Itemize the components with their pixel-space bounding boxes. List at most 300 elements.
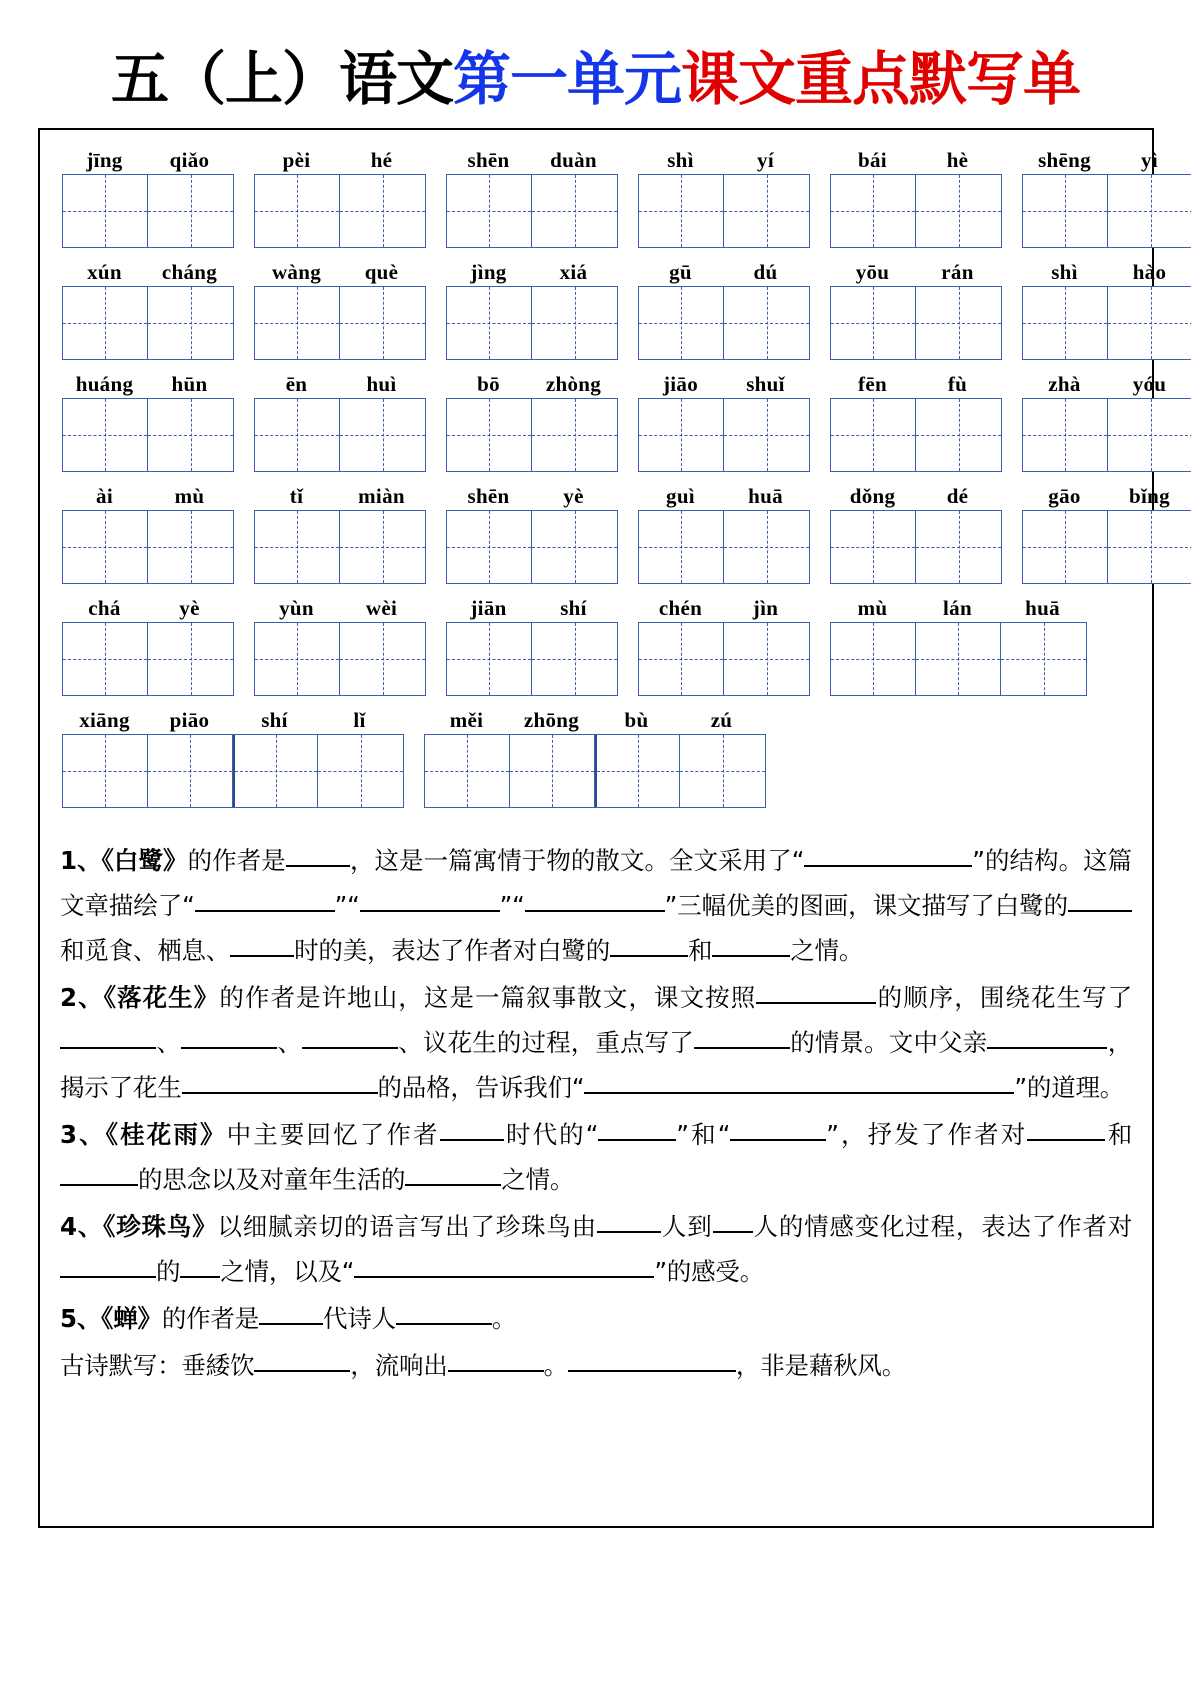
tianzige-cell[interactable] — [916, 175, 1001, 247]
poem-dictation-line — [60, 1343, 1132, 1388]
blank-4-5[interactable] — [354, 1250, 654, 1278]
pinyin-syllable: xiá — [559, 260, 588, 284]
blank-2-5[interactable] — [694, 1021, 790, 1049]
pinyin-syllable: xún — [87, 260, 122, 284]
tianzige-cell[interactable] — [532, 399, 617, 471]
pinyin-syllable: qiǎo — [169, 148, 210, 172]
blank-2-2[interactable] — [60, 1021, 156, 1049]
pinyin-line — [1022, 146, 1191, 174]
pinyin-word-group — [446, 258, 618, 360]
question-1-book: 《白鹭》 — [101, 846, 188, 875]
tianzige-cell[interactable] — [425, 735, 510, 807]
tianzige-cell[interactable] — [148, 623, 233, 695]
question-5-book: 《蝉》 — [101, 1304, 162, 1333]
blank-1-1[interactable] — [286, 839, 350, 867]
pinyin-syllable: mù — [174, 484, 205, 508]
pinyin-line — [446, 258, 618, 286]
pinyin-syllable: duàn — [550, 148, 597, 172]
blank-poem-3[interactable] — [568, 1344, 736, 1372]
tianzige-cell[interactable] — [148, 287, 233, 359]
blank-3-3[interactable] — [730, 1113, 826, 1141]
tianzige-cell[interactable] — [447, 399, 532, 471]
question-3-text-2: 时代的“ — [503, 1120, 599, 1149]
question-1-text-6: ”三幅优美的图画，课文描写了白鹭的 — [664, 891, 1068, 920]
tianzige-cell[interactable] — [447, 623, 532, 695]
title-part-topic: 课文重点默写单 — [681, 45, 1081, 113]
tianzige-cell[interactable] — [532, 175, 617, 247]
pinyin-syllable: yè — [563, 484, 584, 508]
question-2-text-4: 、 — [276, 1028, 302, 1057]
pinyin-line — [830, 146, 1002, 174]
tianzige-box-group — [1022, 510, 1191, 584]
pinyin-syllable: bǐng — [1129, 484, 1170, 508]
question-2-text-5: 、议花生的过程，重点写了 — [397, 1028, 694, 1057]
blank-3-6[interactable] — [405, 1158, 501, 1186]
tianzige-cell[interactable] — [510, 735, 595, 807]
tianzige-cell[interactable] — [447, 511, 532, 583]
blank-1-5[interactable] — [525, 884, 665, 912]
pinyin-word-group — [62, 146, 234, 248]
pinyin-syllable: zhòng — [545, 372, 602, 396]
tianzige-cell[interactable] — [63, 175, 148, 247]
tianzige-box-group — [254, 510, 426, 584]
tianzige-box-group — [638, 286, 810, 360]
pinyin-word-group — [1022, 482, 1191, 584]
pinyin-syllable: bù — [624, 708, 649, 732]
tianzige-box-group — [830, 174, 1002, 248]
pinyin-syllable: lǐ — [353, 708, 366, 732]
question-1-text-10: 之情。 — [790, 936, 864, 965]
pinyin-syllable: gāo — [1048, 484, 1081, 508]
tianzige-box-group — [62, 510, 234, 584]
blank-1-8[interactable] — [610, 929, 688, 957]
tianzige-cell[interactable] — [63, 511, 148, 583]
question-4-text-2: 人到 — [660, 1212, 713, 1241]
tianzige-box-group — [446, 622, 618, 696]
question-2-text-7: ，揭示了花生 — [60, 1028, 1132, 1102]
tianzige-cell[interactable] — [831, 623, 916, 695]
tianzige-cell[interactable] — [63, 399, 148, 471]
pinyin-syllable: miàn — [358, 484, 405, 508]
pinyin-syllable: zú — [710, 708, 733, 732]
tianzige-box-group — [446, 174, 618, 248]
pinyin-line — [62, 706, 404, 734]
tianzige-cell[interactable] — [1108, 287, 1191, 359]
pinyin-syllable: jīng — [86, 148, 123, 172]
tianzige-cell[interactable] — [916, 399, 1001, 471]
pinyin-line — [254, 258, 426, 286]
tianzige-cell[interactable] — [724, 623, 809, 695]
pinyin-syllable: hūn — [171, 372, 208, 396]
pinyin-syllable: xiāng — [79, 708, 130, 732]
pinyin-syllable: ài — [96, 484, 113, 508]
pinyin-syllable: yóu — [1132, 372, 1167, 396]
tianzige-cell[interactable] — [447, 287, 532, 359]
pinyin-syllable: dé — [946, 484, 969, 508]
tianzige-cell[interactable] — [1108, 175, 1191, 247]
pinyin-line — [446, 594, 618, 622]
tianzige-cell[interactable] — [340, 399, 425, 471]
tianzige-box-group — [830, 510, 1002, 584]
blank-5-1[interactable] — [259, 1297, 323, 1325]
pinyin-line — [638, 594, 810, 622]
pinyin-syllable: shì — [667, 148, 694, 172]
pinyin-word-group — [62, 706, 404, 808]
tianzige-cell[interactable] — [318, 735, 403, 807]
pinyin-line — [254, 482, 426, 510]
question-1-number: 1、 — [60, 846, 102, 875]
pinyin-syllable: dú — [753, 260, 778, 284]
tianzige-cell[interactable] — [1108, 511, 1191, 583]
question-3-text-5: 和 — [1105, 1120, 1133, 1149]
tianzige-box-group — [62, 734, 404, 808]
tianzige-cell[interactable] — [724, 511, 809, 583]
tianzige-cell[interactable] — [255, 623, 340, 695]
pinyin-syllable: shēng — [1038, 148, 1091, 172]
tianzige-cell[interactable] — [255, 399, 340, 471]
tianzige-box-group — [1022, 398, 1191, 472]
blank-4-2[interactable] — [713, 1205, 753, 1233]
pinyin-syllable: yè — [179, 596, 200, 620]
pinyin-syllable: shēn — [467, 484, 510, 508]
pinyin-word-group — [1022, 258, 1191, 360]
pinyin-word-group — [254, 594, 426, 696]
tianzige-box-group — [638, 174, 810, 248]
blank-3-4[interactable] — [1027, 1113, 1105, 1141]
pinyin-syllable: fēn — [858, 372, 887, 396]
tianzige-box-group — [638, 510, 810, 584]
blank-2-1[interactable] — [756, 976, 876, 1004]
pinyin-word-group — [638, 594, 810, 696]
pinyin-line — [830, 370, 1002, 398]
pinyin-grid-row — [62, 260, 1167, 360]
pinyin-line — [638, 258, 810, 286]
pinyin-grid-row — [62, 708, 1130, 808]
tianzige-cell[interactable] — [340, 175, 425, 247]
question-4-text-6: ”的感受。 — [654, 1257, 765, 1286]
pinyin-word-group — [62, 482, 234, 584]
blank-1-3[interactable] — [195, 884, 335, 912]
tianzige-cell[interactable] — [148, 175, 233, 247]
pinyin-syllable: ēn — [285, 372, 308, 396]
pinyin-syllable: měi — [449, 708, 484, 732]
pinyin-syllable: shēn — [467, 148, 510, 172]
tianzige-cell[interactable] — [639, 511, 724, 583]
question-1-text-7: 和觅食、栖息、 — [60, 936, 231, 965]
pinyin-syllable: bái — [858, 148, 887, 172]
question-2-book: 《落花生》 — [103, 983, 220, 1012]
tianzige-cell[interactable] — [255, 175, 340, 247]
blank-1-6[interactable] — [1068, 884, 1132, 912]
tianzige-cell[interactable] — [831, 511, 916, 583]
tianzige-cell[interactable] — [1001, 623, 1086, 695]
pinyin-syllable: piāo — [169, 708, 210, 732]
question-2-text-9: ”的道理。 — [1014, 1073, 1125, 1102]
pinyin-word-group — [638, 370, 810, 472]
question-1 — [60, 838, 1132, 973]
poem-text-1: ，流响出 — [350, 1351, 448, 1380]
pinyin-syllable: huā — [1025, 596, 1060, 620]
pinyin-syllable: yí — [757, 148, 774, 172]
pinyin-line — [830, 594, 1087, 622]
blank-3-1[interactable] — [440, 1113, 504, 1141]
tianzige-cell[interactable] — [916, 511, 1001, 583]
blank-2-4[interactable] — [302, 1021, 398, 1049]
tianzige-cell[interactable] — [255, 287, 340, 359]
blank-4-1[interactable] — [597, 1205, 661, 1233]
pinyin-syllable: huā — [748, 484, 783, 508]
pinyin-syllable: shí — [261, 708, 288, 732]
pinyin-word-group — [638, 482, 810, 584]
title-part-unit: 第一单元 — [452, 45, 681, 113]
blank-1-2[interactable] — [804, 839, 972, 867]
pinyin-syllable: jiāo — [662, 372, 699, 396]
pinyin-line — [638, 482, 810, 510]
tianzige-cell[interactable] — [63, 287, 148, 359]
pinyin-word-group — [446, 482, 618, 584]
question-4-text-4: 的 — [156, 1257, 181, 1286]
pinyin-syllable: pèi — [282, 148, 311, 172]
pinyin-syllable: shuǐ — [746, 372, 785, 396]
tianzige-cell[interactable] — [233, 735, 318, 807]
pinyin-line — [446, 146, 618, 174]
tianzige-box-group — [62, 286, 234, 360]
pinyin-syllable: yōu — [855, 260, 890, 284]
pinyin-line — [62, 482, 234, 510]
tianzige-cell[interactable] — [532, 511, 617, 583]
tianzige-box-group — [446, 286, 618, 360]
pinyin-syllable: wàng — [271, 260, 322, 284]
pinyin-word-group — [446, 146, 618, 248]
poem-text-3: ，非是藉秋风。 — [735, 1351, 907, 1380]
pinyin-syllable: huì — [366, 372, 397, 396]
title-part-subject: 五（上）语文 — [110, 45, 453, 113]
question-4-book: 《珍珠鸟》 — [103, 1212, 218, 1241]
tianzige-cell[interactable] — [724, 175, 809, 247]
pinyin-syllable: huáng — [75, 372, 134, 396]
blank-4-3[interactable] — [60, 1250, 156, 1278]
worksheet-frame — [38, 128, 1170, 1528]
pinyin-syllable: hé — [370, 148, 393, 172]
pinyin-syllable: chá — [88, 596, 121, 620]
pinyin-line — [1022, 258, 1191, 286]
poem-text-2: 。 — [543, 1351, 568, 1380]
pinyin-syllable: shì — [1051, 260, 1078, 284]
tianzige-cell[interactable] — [639, 399, 724, 471]
tianzige-cell[interactable] — [1023, 175, 1108, 247]
pinyin-word-group — [638, 258, 810, 360]
question-1-text-2: ，这是一篇寓情于物的散文。全文采用了“ — [349, 846, 805, 875]
pinyin-syllable: rán — [941, 260, 974, 284]
pinyin-line — [62, 258, 234, 286]
tianzige-cell[interactable] — [831, 287, 916, 359]
pinyin-syllable: chén — [658, 596, 703, 620]
question-4 — [60, 1204, 1132, 1294]
tianzige-cell[interactable] — [1023, 399, 1108, 471]
pinyin-word-group — [830, 370, 1002, 472]
page-title — [0, 0, 1191, 118]
tianzige-cell[interactable] — [724, 399, 809, 471]
pinyin-syllable: gū — [669, 260, 692, 284]
tianzige-cell[interactable] — [63, 623, 148, 695]
tianzige-cell[interactable] — [1023, 511, 1108, 583]
tianzige-cell[interactable] — [1023, 287, 1108, 359]
question-5-text-3: 。 — [491, 1304, 517, 1333]
pinyin-syllable: bō — [477, 372, 500, 396]
tianzige-box-group — [254, 622, 426, 696]
tianzige-box-group — [830, 286, 1002, 360]
pinyin-syllable: cháng — [161, 260, 218, 284]
question-2-text-6: 的情景。文中父亲 — [789, 1028, 988, 1057]
tianzige-cell[interactable] — [916, 287, 1001, 359]
pinyin-syllable: tǐ — [289, 484, 304, 508]
question-1-text-5: ”“ — [499, 891, 525, 920]
blank-1-4[interactable] — [360, 884, 500, 912]
tianzige-cell[interactable] — [532, 287, 617, 359]
tianzige-cell[interactable] — [831, 175, 916, 247]
question-3-book: 《桂花雨》 — [105, 1120, 227, 1149]
pinyin-line — [62, 594, 234, 622]
tianzige-box-group — [62, 622, 234, 696]
question-2-text-3: 、 — [156, 1028, 181, 1057]
tianzige-box-group — [830, 398, 1002, 472]
pinyin-word-group — [446, 370, 618, 472]
blank-2-7[interactable] — [182, 1066, 378, 1094]
pinyin-syllable: wèi — [365, 596, 398, 620]
pinyin-line — [638, 146, 810, 174]
tianzige-cell[interactable] — [63, 735, 148, 807]
question-5 — [60, 1296, 1132, 1341]
question-5-text-2: 代诗人 — [323, 1304, 396, 1333]
tianzige-box-group — [1022, 174, 1191, 248]
pinyin-syllable: shí — [560, 596, 587, 620]
pinyin-syllable: mù — [857, 596, 888, 620]
pinyin-syllable: jiān — [470, 596, 507, 620]
tianzige-cell[interactable] — [724, 287, 809, 359]
pinyin-grid-row — [62, 484, 1170, 584]
pinyin-word-group — [62, 258, 234, 360]
tianzige-cell[interactable] — [639, 623, 724, 695]
pinyin-word-group — [254, 370, 426, 472]
blank-1-9[interactable] — [712, 929, 790, 957]
question-3 — [60, 1112, 1132, 1202]
blank-1-7[interactable] — [230, 929, 294, 957]
blank-2-8[interactable] — [584, 1066, 1014, 1094]
tianzige-cell[interactable] — [340, 287, 425, 359]
pinyin-word-group — [424, 706, 766, 808]
tianzige-cell[interactable] — [1108, 399, 1191, 471]
question-4-number: 4、 — [60, 1212, 104, 1241]
pinyin-syllable: hào — [1132, 260, 1167, 284]
pinyin-word-group — [830, 594, 1087, 696]
question-4-text-3: 人的情感变化过程，表达了作者对 — [752, 1212, 1133, 1241]
pinyin-syllable: lán — [943, 596, 972, 620]
question-1-text-9: 和 — [688, 936, 713, 965]
blank-4-4[interactable] — [180, 1250, 220, 1278]
tianzige-cell[interactable] — [148, 735, 233, 807]
tianzige-cell[interactable] — [340, 623, 425, 695]
question-3-text-4: ”，抒发了作者对 — [826, 1120, 1028, 1149]
question-2-number: 2、 — [60, 983, 104, 1012]
pinyin-word-group — [1022, 146, 1191, 248]
pinyin-word-group — [830, 482, 1002, 584]
tianzige-box-group — [254, 286, 426, 360]
pinyin-syllable: jìn — [752, 596, 779, 620]
pinyin-syllable: què — [364, 260, 399, 284]
pinyin-grid-row — [62, 372, 1167, 472]
pinyin-syllable: hè — [946, 148, 969, 172]
question-2-text-8: 的品格，告诉我们“ — [377, 1073, 585, 1102]
pinyin-grid-row — [62, 596, 1130, 696]
pinyin-word-group — [638, 146, 810, 248]
tianzige-cell[interactable] — [255, 511, 340, 583]
blank-3-5[interactable] — [60, 1158, 138, 1186]
pinyin-syllable: dǒng — [849, 484, 896, 508]
question-1-text-1: 的作者是 — [187, 846, 286, 875]
tianzige-cell[interactable] — [447, 175, 532, 247]
pinyin-line — [62, 370, 234, 398]
question-3-number: 3、 — [60, 1120, 106, 1149]
tianzige-box-group — [1022, 286, 1191, 360]
pinyin-line — [830, 482, 1002, 510]
blank-2-3[interactable] — [181, 1021, 277, 1049]
blank-2-6[interactable] — [987, 1021, 1107, 1049]
tianzige-cell[interactable] — [148, 399, 233, 471]
tianzige-box-group — [446, 510, 618, 584]
blank-poem-1[interactable] — [254, 1344, 350, 1372]
tianzige-cell[interactable] — [680, 735, 765, 807]
pinyin-line — [1022, 482, 1191, 510]
question-5-number: 5、 — [60, 1304, 102, 1333]
tianzige-box-group — [424, 734, 766, 808]
tianzige-box-group — [62, 398, 234, 472]
tianzige-cell[interactable] — [831, 399, 916, 471]
pinyin-word-group — [254, 482, 426, 584]
pinyin-word-group — [62, 594, 234, 696]
tianzige-cell[interactable] — [639, 175, 724, 247]
tianzige-cell[interactable] — [148, 511, 233, 583]
poem-label: 古诗默写：垂緌饮 — [60, 1351, 255, 1380]
tianzige-box-group — [62, 174, 234, 248]
blank-5-2[interactable] — [396, 1297, 492, 1325]
tianzige-box-group — [254, 398, 426, 472]
pinyin-line — [424, 706, 766, 734]
pinyin-word-group — [62, 370, 234, 472]
question-1-text-8: 时的美，表达了作者对白鹭的 — [294, 936, 611, 965]
tianzige-cell[interactable] — [532, 623, 617, 695]
pinyin-word-group — [254, 258, 426, 360]
pinyin-line — [254, 594, 426, 622]
tianzige-cell[interactable] — [595, 735, 680, 807]
tianzige-cell[interactable] — [916, 623, 1001, 695]
pinyin-syllable: guì — [666, 484, 695, 508]
pinyin-word-group — [1022, 370, 1191, 472]
question-1-text-3: ”的结构。这篇文章描绘了“ — [60, 846, 1132, 920]
blank-3-2[interactable] — [598, 1113, 676, 1141]
tianzige-box-group — [254, 174, 426, 248]
tianzige-cell[interactable] — [639, 287, 724, 359]
pinyin-syllable: zhà — [1048, 372, 1081, 396]
pinyin-word-group — [446, 594, 618, 696]
pinyin-line — [638, 370, 810, 398]
question-4-text-5: 之情，以及“ — [220, 1257, 355, 1286]
tianzige-box-group — [446, 398, 618, 472]
question-3-text-3: ”和“ — [676, 1120, 731, 1149]
pinyin-syllable: fù — [947, 372, 968, 396]
pinyin-grid-row — [62, 148, 1158, 248]
tianzige-cell[interactable] — [340, 511, 425, 583]
blank-poem-2[interactable] — [448, 1344, 544, 1372]
